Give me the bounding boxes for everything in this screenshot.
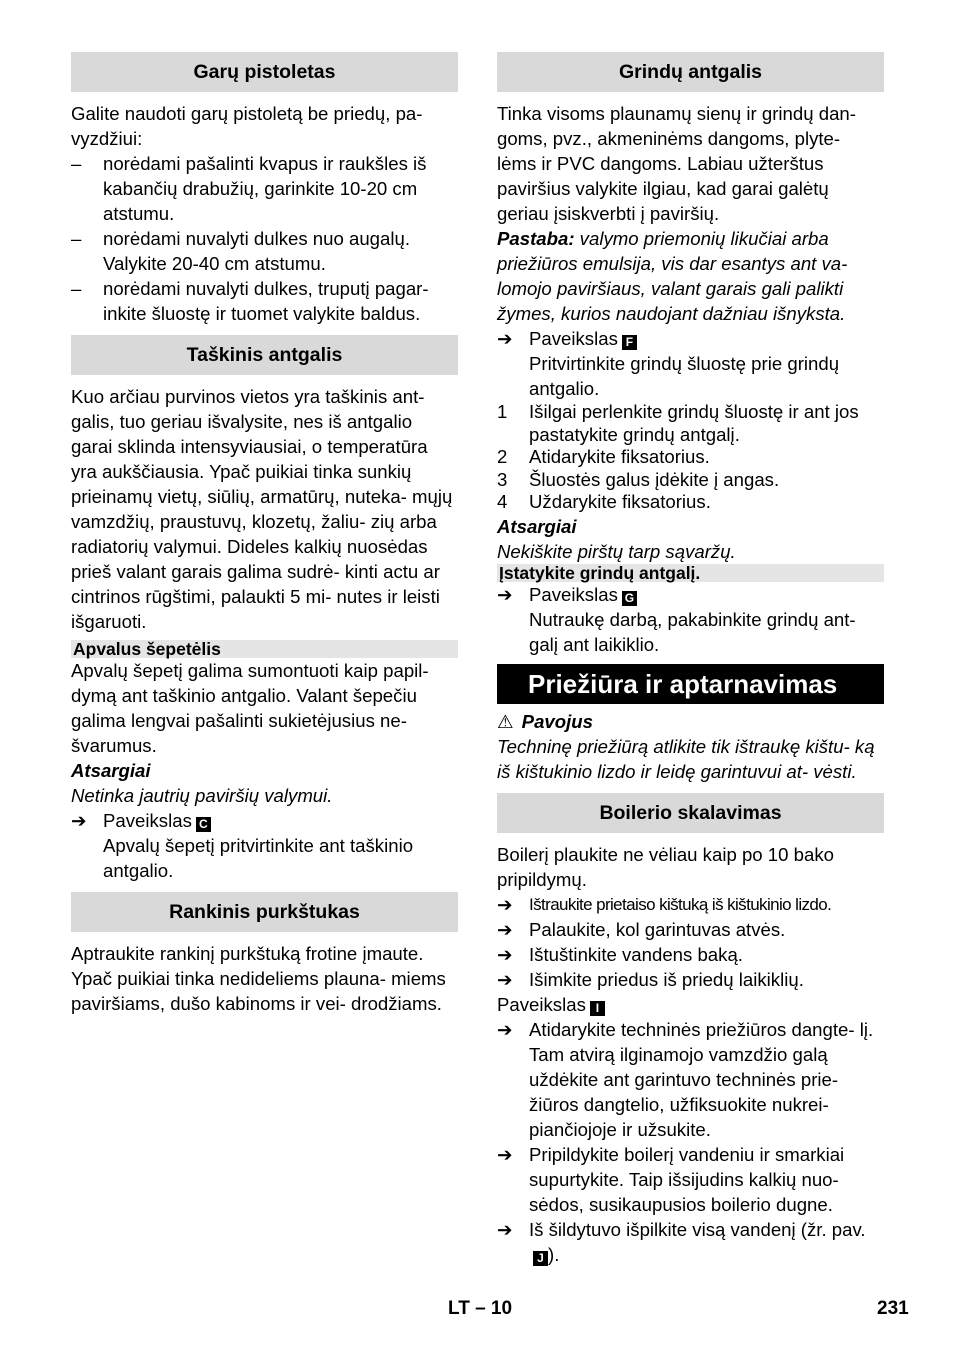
figure-label: Paveikslas (497, 993, 586, 1015)
numbered-step: 4 Uždarykite fiksatorius. (497, 491, 711, 512)
subheading-apvalus-sepetelis: Apvalus šepetėlis (71, 640, 458, 658)
arrow-icon: ➔ (497, 1218, 513, 1240)
figure-instruction (497, 582, 884, 607)
list-item: – norėdami nuvalyti dulkes, truputį pagar- inkite šluostę ir tuomet valykite baldus. (71, 278, 429, 324)
grindu-text: Tinka visoms plaunamų sienų ir grindų dan- goms, pvz., akmeninėms dangoms, plyte- lėms ir PVC dangoms. Labiau užterštus paviršius valykite ilgiau, kad garai galėtų geriau įsiskverbti į paviršių. (497, 103, 856, 224)
arrow-icon: ➔ (497, 583, 513, 605)
instruction-step: ➔ Iš šildytuvo išpilkite visą vandenį (žr. pav.J ). (497, 1218, 866, 1265)
dash-marker: – (71, 278, 82, 299)
figure-reference (497, 992, 884, 1017)
figure-instruction (497, 326, 884, 351)
instruction-step: ➔ Atidarykite techninės priežiūros dangte- lį. Tam atvirą ilginamojo vamzdžio galą uždėkite ant garintuvo techninės prie- žiūros dangtelio, užfiksuokite nukrei- piančiojoje ir užsukite. (497, 1018, 874, 1140)
note-label: Pastaba: (497, 228, 575, 249)
caution-title: Atsargiai (71, 760, 151, 781)
figure-text: Pritvirtinkite grindų šluostę prie grindų antgalio. (529, 353, 840, 399)
figure-instruction (71, 808, 458, 833)
figure-letter-badge: F (622, 335, 637, 350)
rankinis-text: Aptraukite rankinį purkštuką frotine įmaute. Ypač puikiai tinka nedideliems plauna- miems paviršiams, dušo kabinoms ir vei- drodžiams. (71, 943, 446, 1014)
arrow-icon: ➔ (497, 943, 513, 965)
arrow-icon: ➔ (497, 1143, 513, 1165)
taskinis-text: Kuo arčiau purvinos vietos yra taškinis ant- galis, tuo geriau išvalysite, nes iš antgalio garai sklinda intensyviausiai, o temperatūra yra aukščiausia. Ypač puikiai tinka sunkių prieinamų vietų, siūlių, armatūrų, nuteka- mųjų vamzdžių, praustuvų, klozetų, žaliu- zių arba radiatorių valymui. Dideles kalkių nuosėdas prieš valant garais galima sudrė- kinti actu ar cintrinos rūgštimi, palaukti 5 mi- nutes ir leisti išgaruoti. (71, 386, 453, 632)
caution-text: Nekiškite pirštų tarp sąvaržų. (497, 540, 736, 562)
section-heading-garu-pistoletas: Garų pistoletas (71, 52, 458, 92)
arrow-icon: ➔ (497, 1018, 513, 1040)
dash-marker: – (71, 228, 82, 249)
figure-label: Paveikslas (529, 328, 618, 349)
numbered-step: 1 Išilgai perlenkite grindų šluostę ir ant jos pastatykite grindų antgalį. (497, 401, 859, 445)
figure-letter-badge: I (590, 1001, 605, 1016)
boilerio-intro: Boilerį plaukite ne vėliau kaip po 10 bako pripildymų. (497, 843, 834, 890)
page-number: 231 (877, 1298, 909, 1319)
arrow-icon: ➔ (71, 810, 87, 831)
note (497, 226, 884, 326)
figure-letter-badge: C (196, 817, 211, 832)
list-item: – norėdami nuvalyti dulkes nuo augalų. Valykite 20-40 cm atstumu. (71, 228, 410, 274)
dash-marker: – (71, 153, 82, 174)
arrow-icon: ➔ (497, 918, 513, 940)
arrow-icon: ➔ (497, 968, 513, 990)
apvalus-text: Apvalų šepetį galima sumontuoti kaip papil- dymą ant taškinio antgalio. Valant šepečiu galima lengvai pašalinti sukietėjusius ne- švarumus. (71, 660, 429, 756)
figure-letter-badge: G (622, 591, 637, 606)
page-code: LT – 10 (448, 1298, 513, 1319)
figure-text: Apvalų šepetį pritvirtinkite ant taškinio antgalio. (103, 835, 414, 881)
garu-intro: Galite naudoti garų pistoletą be priedų, pa- vyzdžiui: (71, 103, 423, 149)
section-heading-taskinis-antgalis: Taškinis antgalis (71, 335, 458, 375)
figure-text: Nutraukę darbą, pakabinkite grindų ant- galį ant laikiklio. (529, 608, 856, 655)
figure-label: Paveikslas (103, 810, 192, 831)
list-item: – norėdami pašalinti kvapus ir raukšles iš kabančių drabužių, garinkite 10-20 cm atstumu. (71, 153, 427, 224)
instruction-step: ➔ Ištuštinkite vandens baką. (497, 943, 743, 965)
instruction-step: ➔ Pripildykite boilerį vandeniu ir smarkiai supurtykite. Taip išsijudins kalkių nuo- sėdos, susikaupusios boilerio dugne. (497, 1143, 845, 1215)
instruction-step: ➔ Išimkite priedus iš priedų laikiklių. (497, 968, 804, 990)
figure-letter-badge: J (533, 1251, 548, 1266)
section-heading-rankinis-purkstukas: Rankinis purkštukas (71, 892, 458, 932)
warning-triangle-icon: ⚠ (497, 710, 514, 732)
subheading-istatykite: Įstatykite grindų antgalį. (497, 564, 884, 582)
note-text: valymo priemonių likučiai arba priežiūros emulsija, vis dar esantys ant va- lomojo paviršiaus, valant garais gali palikti žymes, kurios naudojant dažniau išnyksta. (497, 228, 848, 324)
danger-heading: ⚠ Pavojus (497, 710, 593, 732)
caution-title: Atsargiai (497, 515, 577, 537)
left-column (71, 52, 458, 1016)
instruction-step: ➔ Ištraukite prietaiso kištuką iš kištukinio lizdo. (497, 893, 832, 915)
chapter-heading-prieziura: Priežiūra ir aptarnavimas (497, 664, 884, 704)
section-heading-grindu-antgalis: Grindų antgalis (497, 52, 884, 92)
numbered-step: 2 Atidarykite fiksatorius. (497, 446, 710, 467)
section-heading-boilerio-skalavimas: Boilerio skalavimas (497, 793, 884, 833)
arrow-icon: ➔ (497, 893, 513, 915)
figure-label: Paveikslas (529, 583, 618, 605)
danger-text: Techninę priežiūrą atlikite tik ištraukę kištu- ką iš kištukinio lizdo ir leidę garintuvui at- vėsti. (497, 735, 875, 782)
arrow-icon: ➔ (497, 328, 513, 349)
right-column (497, 52, 884, 1267)
caution-text: Netinka jautrių paviršių valymui. (71, 785, 333, 806)
instruction-step: ➔ Palaukite, kol garintuvas atvės. (497, 918, 786, 940)
numbered-step: 3 Šluostės galus įdėkite į angas. (497, 468, 780, 490)
